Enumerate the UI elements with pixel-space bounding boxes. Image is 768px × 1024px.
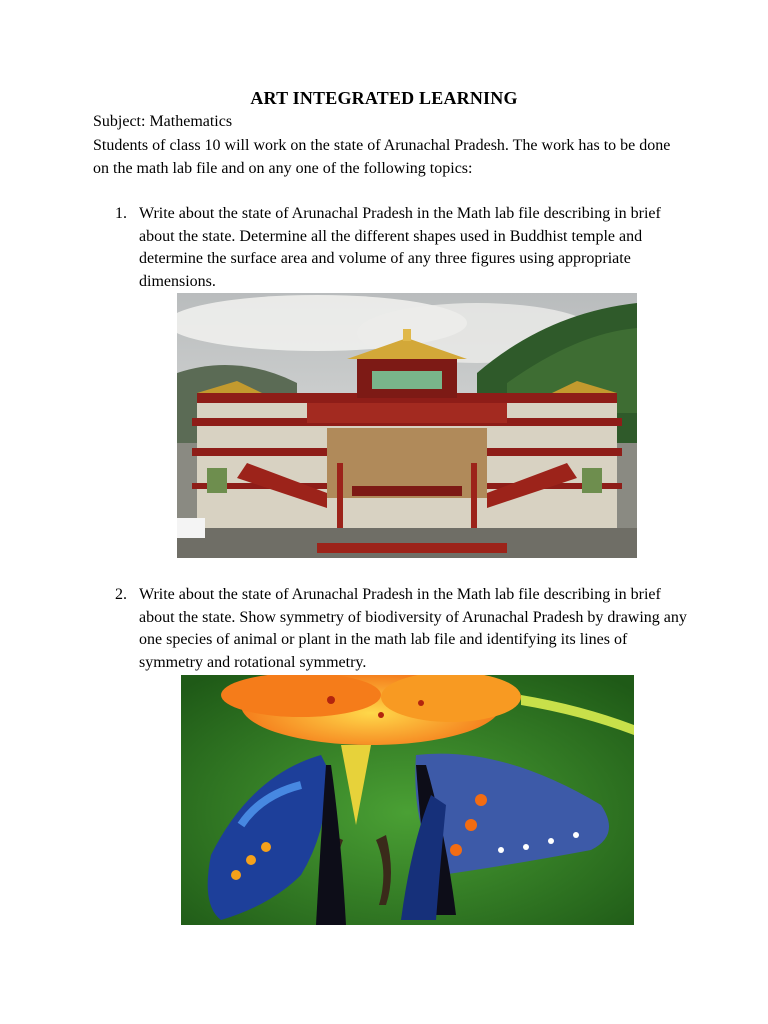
subject-line: Subject: Mathematics: [93, 113, 233, 130]
list-item-number: 2.: [115, 586, 127, 603]
list-item-text: Write about the state of Arunachal Pradesh in the Math lab file describing in brief about the state. Show symmetry of biodiversity of Arunachal Pradesh by drawing any one species of animal or plant in the math lab file and identifying its lines of symmetry and rotational symmetry.: [139, 586, 687, 671]
butterfly-photo: [181, 675, 634, 925]
list-item-number: 1.: [115, 205, 127, 222]
list-item-text: Write about the state of Arunachal Pradesh in the Math lab file describing in brief about the state. Determine all the different shapes used in Buddhist temple and determine the surface area and volume of any three figures using appropriate dimensions.: [139, 205, 661, 290]
list-item-2: [115, 584, 690, 674]
document-title: ART INTEGRATED LEARNING: [250, 88, 518, 108]
list-item-1: [115, 203, 690, 293]
buddhist-temple-photo: [177, 293, 637, 558]
intro-paragraph: Students of class 10 will work on the state of Arunachal Pradesh. The work has to be done on the math lab file and on any one of the following topics:: [93, 137, 671, 177]
